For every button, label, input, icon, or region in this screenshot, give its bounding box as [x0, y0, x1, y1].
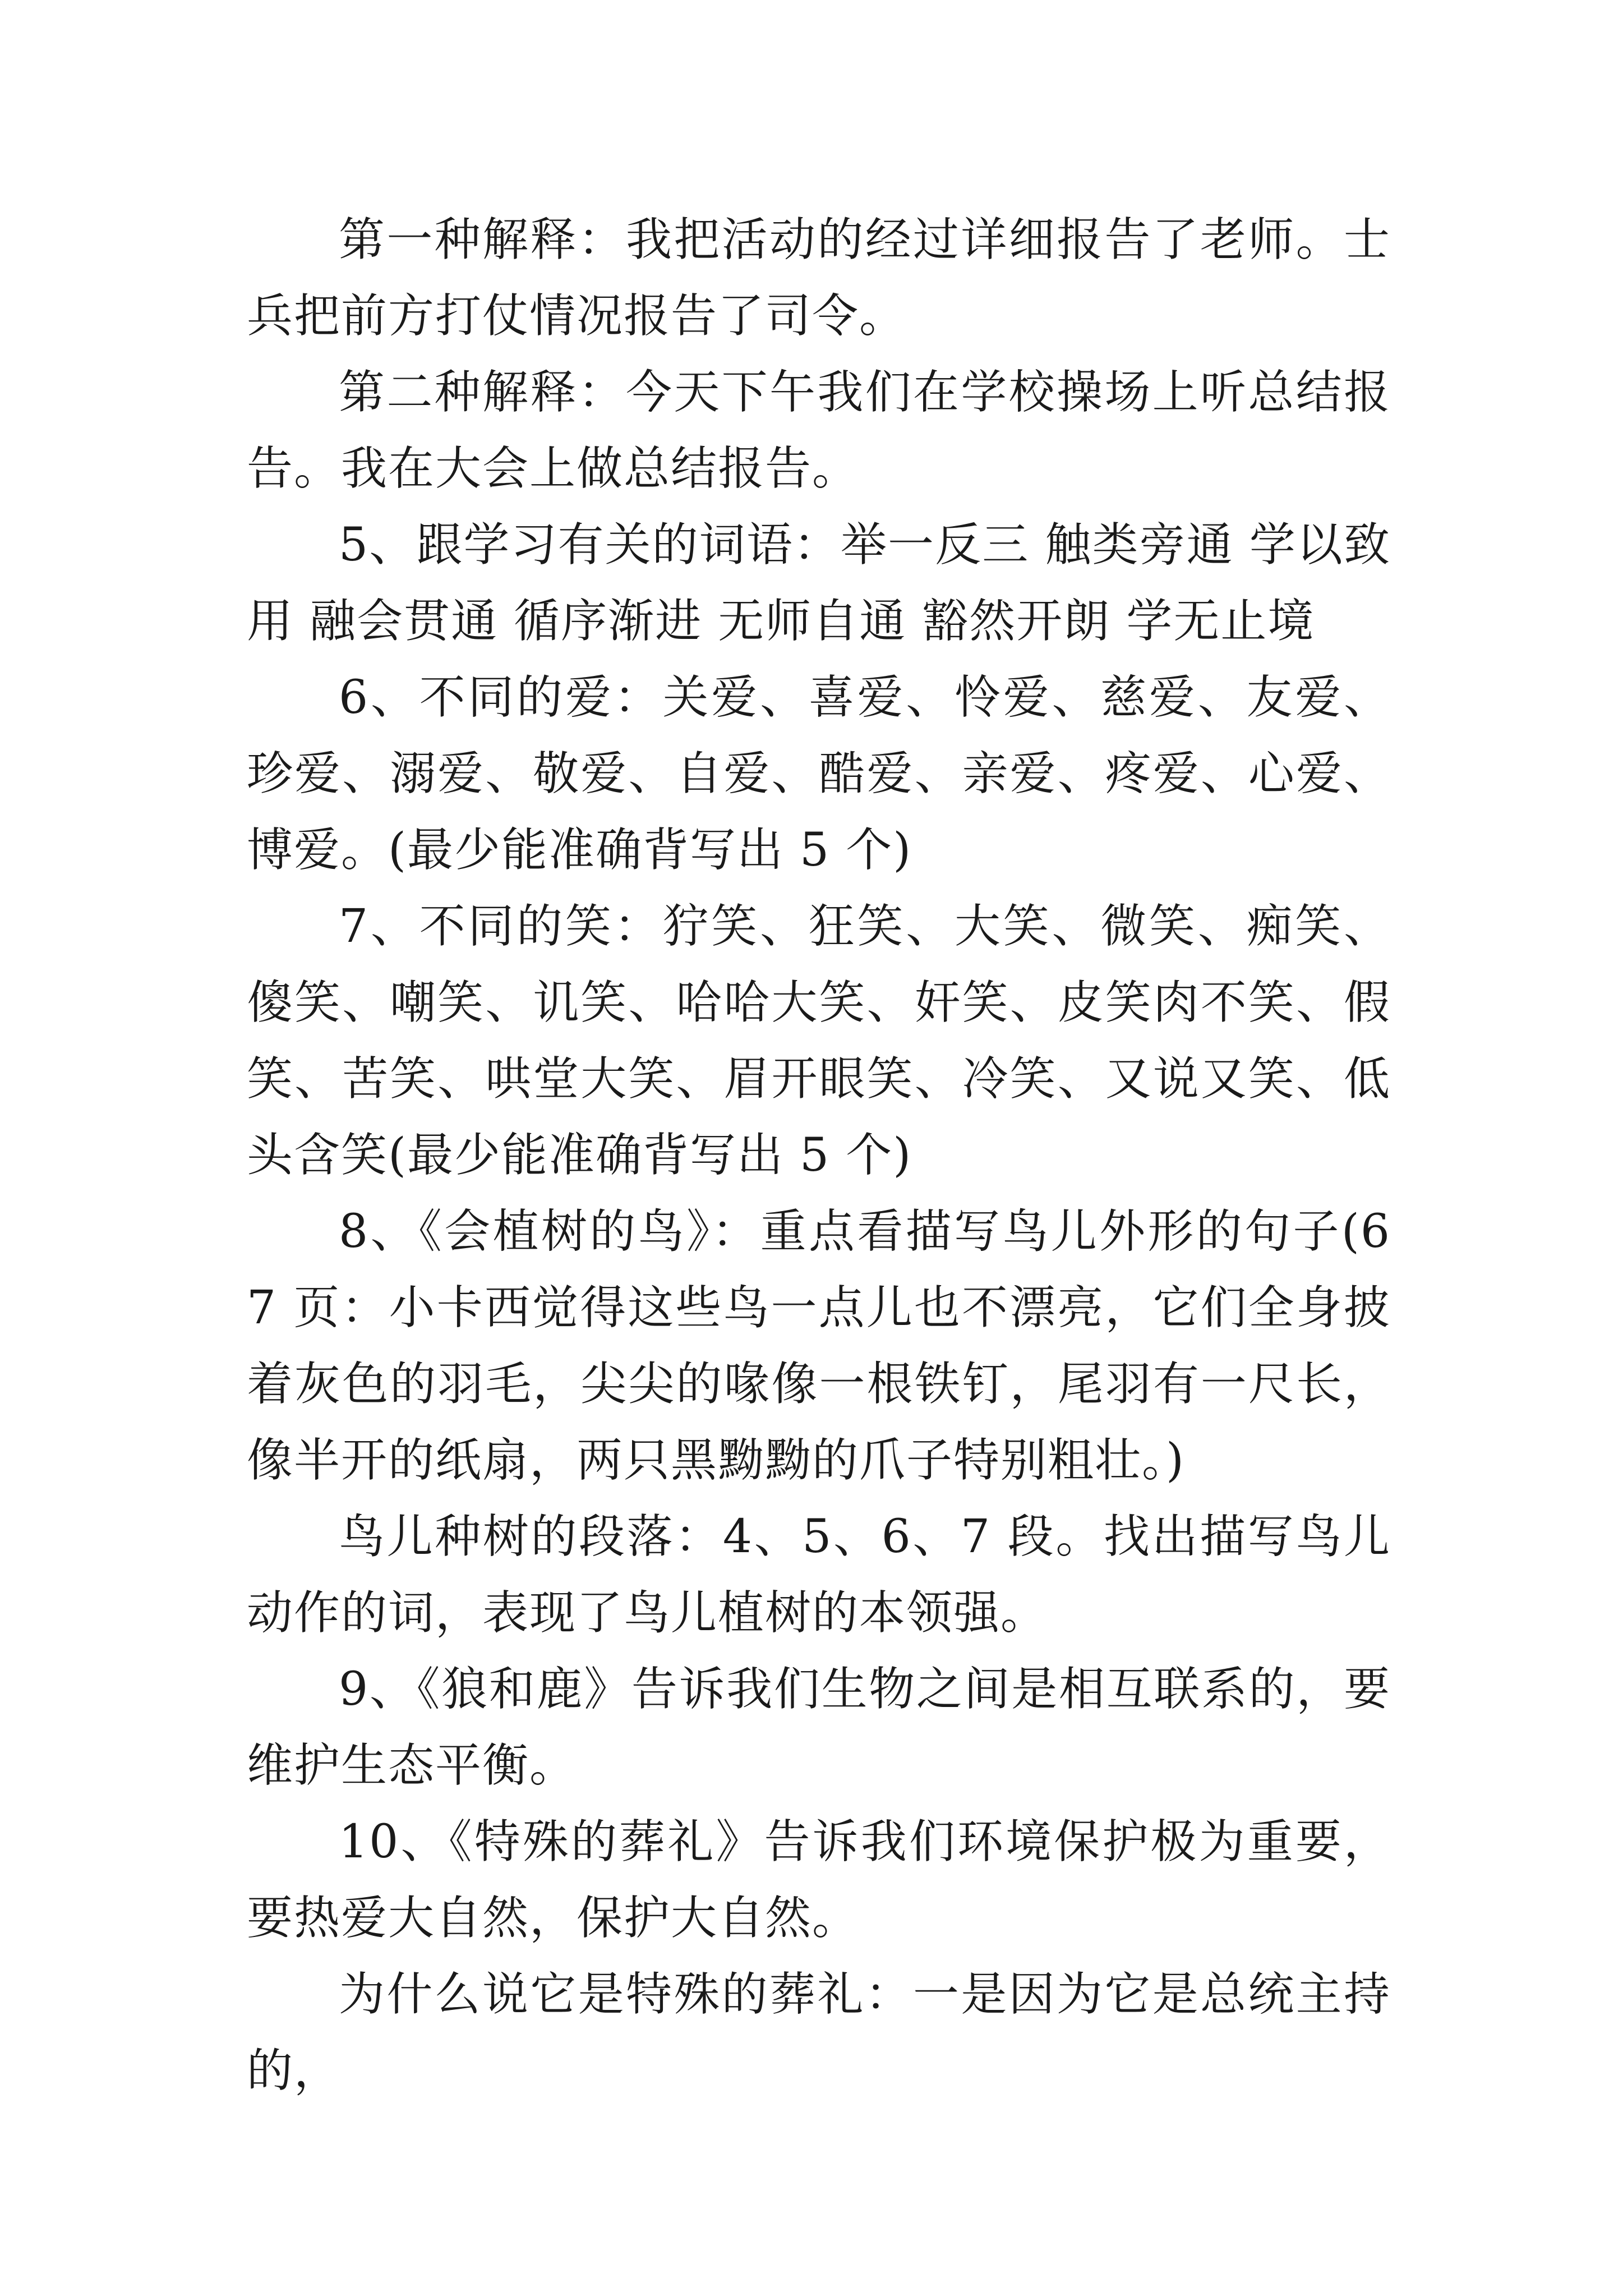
paragraph-special-funeral: 10、《特殊的葬礼》告诉我们环境保护极为重要，要热爱大自然，保护大自然。	[247, 1815, 1391, 1945]
paragraph-wolf-and-deer: 9、《狼和鹿》告诉我们生物之间是相互联系的，要维护生态平衡。	[247, 1663, 1391, 1792]
paragraph-explanation-2: 第二种解释：今天下午我们在学校操场上听总结报告。我在大会上做总结报告。	[247, 366, 1391, 495]
paragraph-kinds-of-love: 6、不同的爱：关爱、喜爱、怜爱、慈爱、友爱、珍爱、溺爱、敬爱、自爱、酷爱、亲爱、疼爱、心爱、博爱。(最少能准确背写出 5 个)	[247, 671, 1391, 877]
paragraph-kinds-of-laughter: 7、不同的笑：狞笑、狂笑、大笑、微笑、痴笑、傻笑、嘲笑、讥笑、哈哈大笑、奸笑、皮笑肉不笑、假笑、苦笑、哄堂大笑、眉开眼笑、冷笑、又说又笑、低头含笑(最少能准确背写出 5 个)	[247, 900, 1391, 1182]
paragraph-tree-planting-bird: 8、《会植树的鸟》：重点看描写鸟儿外形的句子(67 页：小卡西觉得这些鸟一点儿也不漂亮，它们全身披着灰色的羽毛，尖尖的喙像一根铁钉，尾羽有一尺长，像半开的纸扇，两只黑黝黝的爪子特别粗壮。)	[247, 1205, 1391, 1487]
document-body	[247, 202, 1391, 2109]
paragraph-explanation-1: 第一种解释：我把活动的经过详细报告了老师。士兵把前方打仗情况报告了司令。	[247, 213, 1391, 343]
paragraph-why-special-funeral: 为什么说它是特殊的葬礼：一是因为它是总统主持的，	[247, 1968, 1391, 2097]
paragraph-bird-planting-sections: 鸟儿种树的段落：4、5、6、7 段。找出描写鸟儿动作的词，表现了鸟儿植树的本领强。	[247, 1510, 1391, 1640]
paragraph-learning-words: 5、跟学习有关的词语：举一反三 触类旁通 学以致用 融会贯通 循序渐进 无师自通 豁然开朗 学无止境	[247, 518, 1391, 648]
